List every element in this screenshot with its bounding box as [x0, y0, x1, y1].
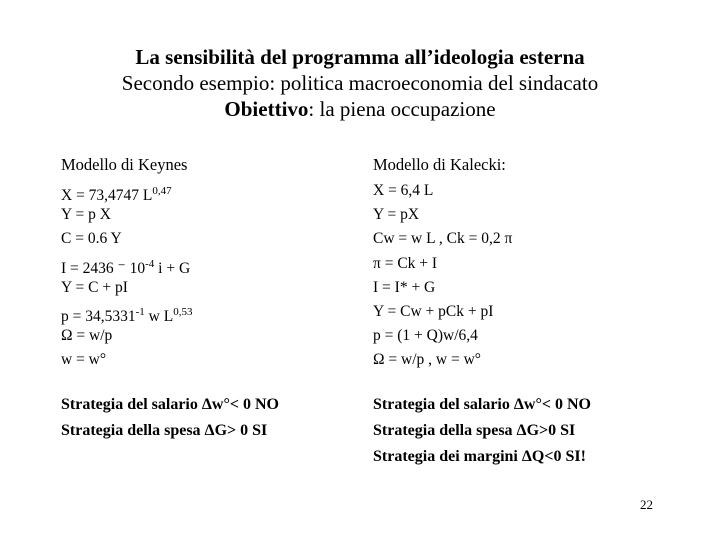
kalecki-equations	[373, 181, 512, 375]
kalecki-equation: Y = Cw + pCk + pI	[373, 302, 494, 320]
keynes-equation: w = w°	[61, 351, 107, 369]
kalecki-equation: π = Ck + I	[373, 254, 438, 272]
kalecki-strategy: Strategia della spesa ΔG>0 SI	[373, 422, 576, 439]
objective-label: Obiettivo	[224, 97, 309, 121]
kalecki-equation: p = (1 + Q)w/6,4	[373, 327, 478, 345]
page-number: 22	[640, 497, 653, 512]
kalecki-equation: X = 6,4 L	[373, 182, 434, 199]
title-line-3	[0, 96, 720, 122]
keynes-equation: I = 2436 ⁻ $10^{-4}$ i + G	[61, 257, 191, 277]
kalecki-equation: Cw = w L , Ck = 0,2 π	[373, 230, 513, 248]
title-line-1: La sensibilità del programma all’ideologia esterna	[135, 45, 585, 69]
objective-text: : la piena occupazione	[308, 97, 496, 121]
slide-title	[0, 44, 720, 122]
keynes-heading: Modello di Keynes	[61, 155, 188, 174]
kalecki-equation: I = I* + G	[373, 278, 436, 296]
kalecki-equation: Y = pX	[373, 206, 420, 224]
keynes-strategy: Strategia della spesa ΔG> 0 SI	[61, 422, 268, 439]
kalecki-strategy: Strategia dei margini ΔQ<0 SI!	[373, 448, 586, 465]
keynes-equation: Y = p X	[61, 206, 111, 224]
keynes-equation: C = 0.6 Y	[61, 230, 122, 248]
kalecki-equation: Ω = w/p , w = w°	[373, 351, 481, 369]
kalecki-strategy: Strategia del salario Δw°< 0 NO	[373, 396, 591, 413]
keynes-equation: Ω = w/p	[61, 327, 113, 345]
kalecki-strategies	[373, 395, 591, 473]
keynes-equation: $p = 34,5331^{-1}$ w L$^{0,53}$	[61, 305, 193, 326]
keynes-equation: X = 73,4747 L$^{0,47}$	[61, 185, 172, 205]
keynes-strategies	[61, 395, 279, 447]
keynes-equations	[61, 181, 192, 375]
keynes-equation: Y = C + pI	[61, 278, 128, 296]
kalecki-heading: Modello di Kalecki:	[373, 155, 506, 174]
title-line-2: Secondo esempio: politica macroeconomia del sindacato	[121, 71, 599, 95]
keynes-strategy: Strategia del salario Δw°< 0 NO	[61, 396, 279, 413]
